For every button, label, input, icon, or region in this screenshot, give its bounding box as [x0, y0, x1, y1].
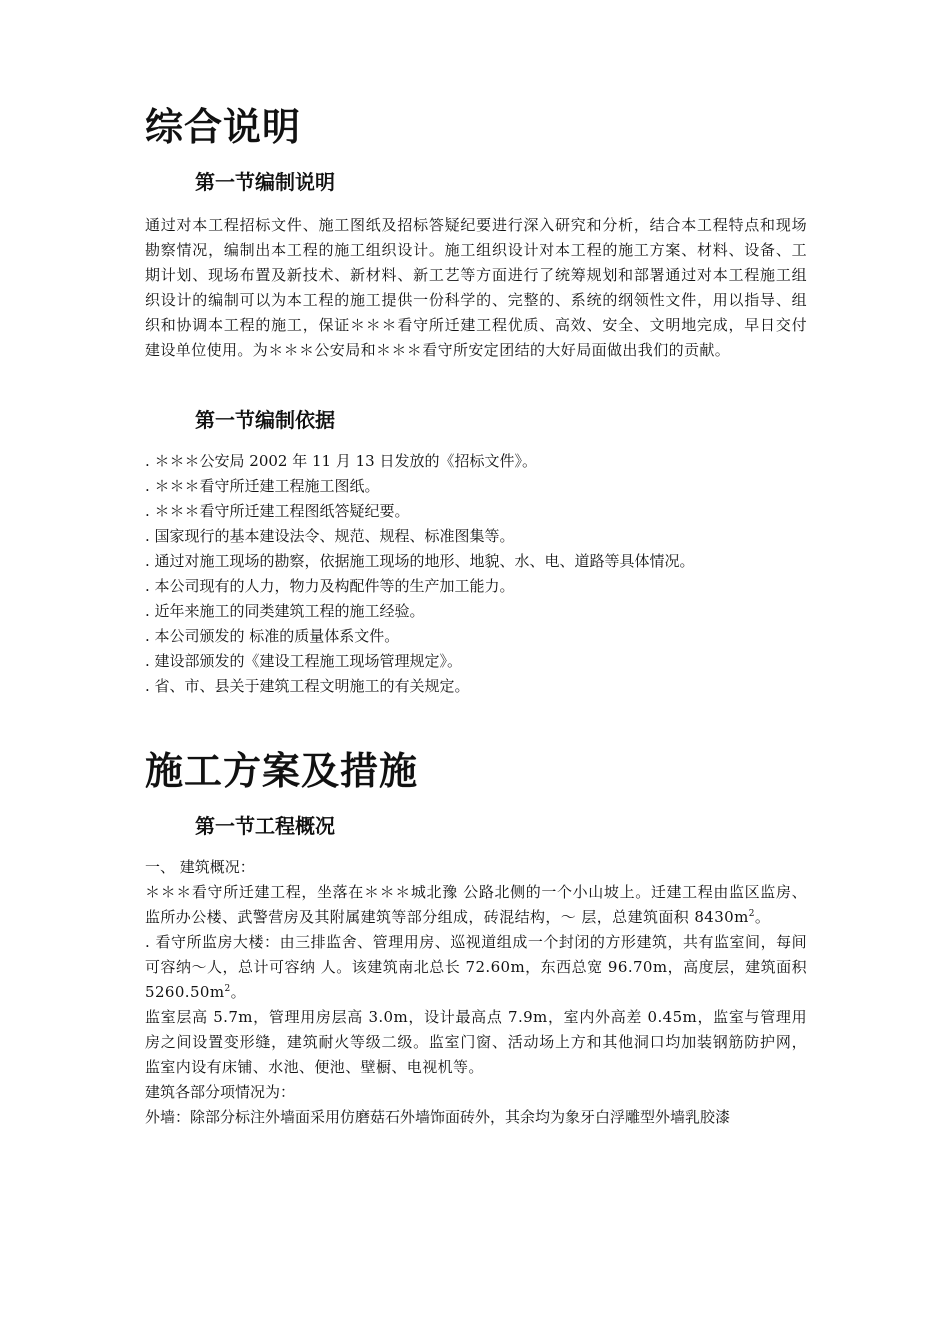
overview-paragraph: 外墙：除部分标注外墙面采用仿磨菇石外墙饰面砖外，其余均为象牙白浮雕型外墙乳胶漆: [145, 1108, 731, 1126]
list-item: . 本公司现有的人力，物力及构配件等的生产加工能力。: [145, 577, 515, 595]
list-item: . 本公司颁发的 标准的质量体系文件。: [145, 627, 400, 645]
overview-paragraph: 监室层高 5.7m，管理用房层高 3.0m，设计最高点 7.9m，室内外高差 0.45m，监室与管理用房之间设置变形缝，建筑耐火等级二级。监室门窗、活动场上方和其他洞口均加装钢筋防护网，监室内设有床铺、水池、便池、壁橱、电视机等。: [145, 1008, 807, 1076]
heading-compilation-basis: 第一节编制依据: [195, 408, 335, 432]
list-item: . 近年来施工的同类建筑工程的施工经验。: [145, 602, 425, 620]
overview-paragraph: ＊＊＊看守所迁建工程，坐落在＊＊＊城北豫 公路北侧的一个小山坡上。迁建工程由监区监房、监所办公楼、武警营房及其附属建筑等部分组成，砖混结构，～ 层，总建筑面积 $8430m^2$。: [145, 883, 807, 926]
list-item: . ＊＊＊看守所迁建工程图纸答疑纪要。: [145, 502, 410, 520]
compilation-notes-paragraph: 通过对本工程招标文件、施工图纸及招标答疑纪要进行深入研究和分析，结合本工程特点和现场勘察情况，编制出本工程的施工组织设计。施工组织设计对本工程的施工方案、材料、设备、工期计划、现场布置及新技术、新材料、新工艺等方面进行了统筹规划和部署通过对本工程施工组织设计的编制可以为本工程的施工提供一份科学的、完整的、系统的纲领性文件，用以指导、组织和协调本工程的施工，保证＊＊＊看守所迁建工程优质、高效、安全、文明地完成，早日交付建设单位使用。为＊＊＊公安局和＊＊＊看守所安定团结的大好局面做出我们的贡献。: [145, 216, 807, 359]
list-item: . 通过对施工现场的勘察，依据施工现场的地形、地貌、水、电、道路等具体情况。: [145, 552, 695, 570]
heading-compilation-notes: 第一节编制说明: [195, 170, 335, 194]
section-title-summary: 综合说明: [145, 104, 302, 149]
overview-body: [145, 855, 807, 1130]
list-item: . ＊＊＊公安局 2002 年 11 月 13 日发放的《招标文件》。: [145, 452, 537, 470]
basis-list: [145, 449, 807, 699]
list-item: . ＊＊＊看守所迁建工程施工图纸。: [145, 477, 380, 495]
overview-paragraph: 建筑各部分项情况为：: [145, 1083, 296, 1101]
list-item: . 建设部颁发的《建设工程施工现场管理规定》。: [145, 652, 463, 670]
overview-label: 一、 建筑概况：: [145, 858, 255, 876]
list-item: . 国家现行的基本建设法令、规范、规程、标准图集等。: [145, 527, 515, 545]
document-page: [145, 95, 807, 1130]
heading-project-overview: 第一节工程概况: [195, 814, 335, 838]
section-title-construction-plan: 施工方案及措施: [145, 748, 419, 793]
list-item: . 省、市、县关于建筑工程文明施工的有关规定。: [145, 677, 470, 695]
overview-paragraph: . 看守所监房大楼：由三排监舍、管理用房、巡视道组成一个封闭的方形建筑，共有监室间，每间可容纳～人，总计可容纳 人。该建筑南北总长 72.60m，东西总宽 96.70m，高度层，建筑面积 $5260.50m^2$。: [145, 933, 807, 1001]
